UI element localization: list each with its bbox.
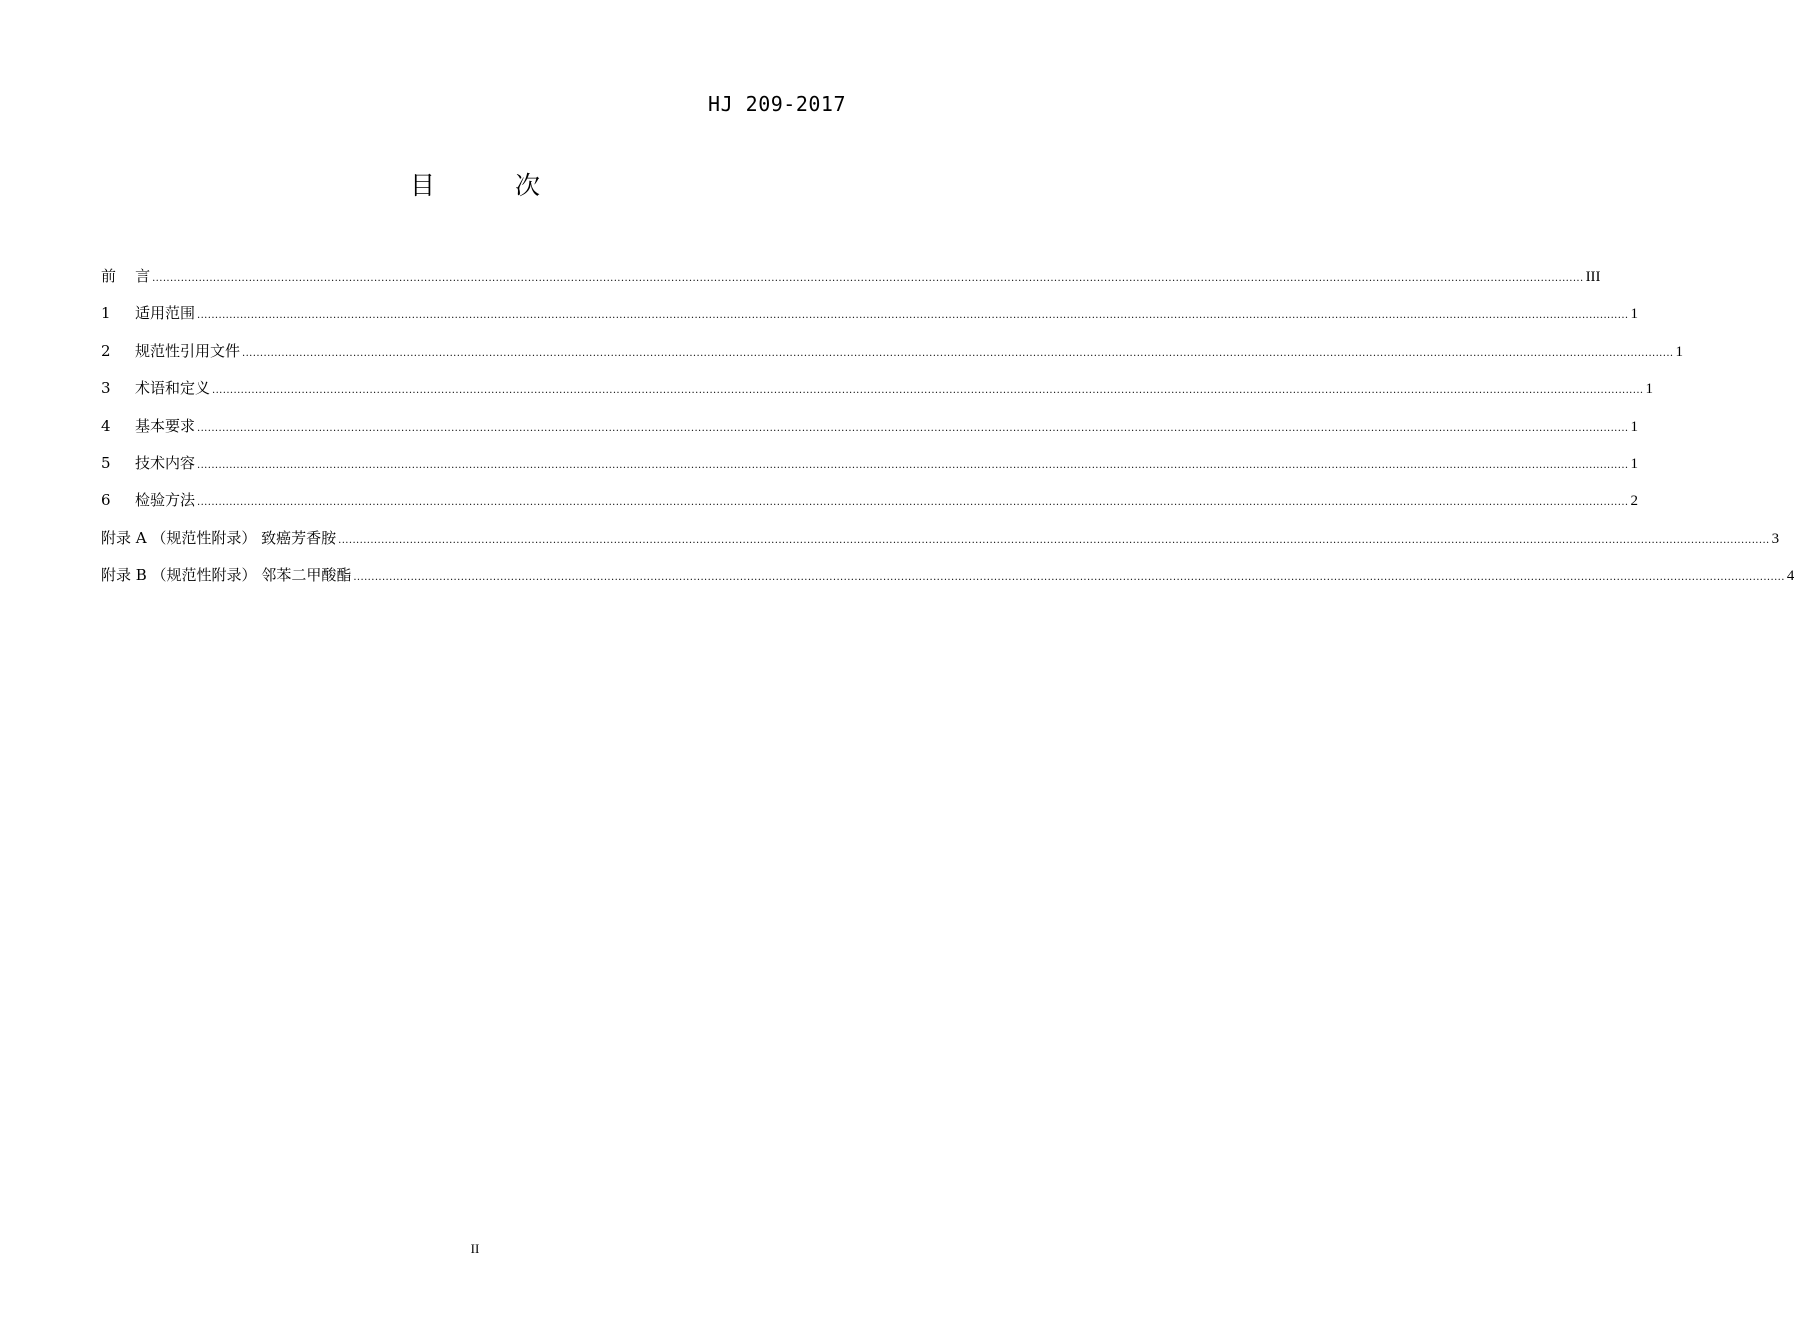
toc-leader-dots: ................................................................................................................................................................................................................................................................................................................................................................................................................ — [197, 497, 1629, 509]
toc-entry-appendix-b[interactable] — [101, 564, 1794, 601]
toc-leader-dots: ................................................................................................................................................................................................................................................................................................................................................................................................................ — [338, 534, 1770, 546]
toc-leader-dots: ................................................................................................................................................................................................................................................................................................................................................................................................................ — [152, 273, 1584, 284]
toc-entry-label: 前 言 — [101, 267, 151, 285]
toc-entry-label: 基本要求 — [135, 416, 196, 435]
toc-entry-appendix-a[interactable] — [101, 527, 1780, 564]
toc-entry-number: 3 — [101, 379, 111, 398]
toc-entry-label: 适用范围 — [135, 304, 196, 323]
toc-entry-page: 1 — [1630, 306, 1638, 323]
toc-entry-number: 4 — [101, 416, 111, 435]
toc-entry-page: 4 — [1786, 568, 1794, 585]
toc-entry-page: 1 — [1630, 455, 1638, 472]
toc-entry-page: 2 — [1630, 493, 1638, 510]
toc-entry-number: 1 — [101, 304, 111, 323]
toc-entry-label: 技术内容 — [135, 453, 196, 472]
toc-entry-number: 2 — [101, 341, 111, 360]
page-title: 目 次 — [410, 171, 576, 200]
toc-leader-dots: ................................................................................................................................................................................................................................................................................................................................................................................................................ — [197, 310, 1629, 322]
toc-entry-6[interactable] — [101, 489, 1638, 526]
toc-entry-3[interactable] — [101, 377, 1653, 414]
page-number: II — [470, 1241, 480, 1256]
toc-leader-dots: ................................................................................................................................................................................................................................................................................................................................................................................................................ — [197, 422, 1629, 434]
toc-entry-label: 附录 B （规范性附录） 邻苯二甲酸酯 — [101, 566, 352, 585]
toc-entry-label: 检验方法 — [135, 491, 196, 510]
document-code: HJ 209-2017 — [708, 92, 846, 116]
toc-leader-dots: ................................................................................................................................................................................................................................................................................................................................................................................................................ — [353, 572, 1785, 584]
toc-entry-page: 1 — [1675, 343, 1683, 360]
toc-entry-page: III — [1585, 269, 1601, 285]
toc-entry-page: 1 — [1630, 418, 1638, 435]
toc-leader-dots: ................................................................................................................................................................................................................................................................................................................................................................................................................ — [242, 347, 1674, 359]
toc-entry-label: 附录 A （规范性附录） 致癌芳香胺 — [101, 528, 337, 547]
toc-entry-2[interactable] — [101, 340, 1683, 377]
toc-entry-preface[interactable] — [101, 265, 1601, 302]
toc-entry-5[interactable] — [101, 452, 1638, 489]
toc-entry-label: 术语和定义 — [135, 379, 211, 398]
toc-entry-label: 规范性引用文件 — [135, 341, 241, 360]
toc-entry-page: 3 — [1771, 530, 1780, 547]
toc-leader-dots: ................................................................................................................................................................................................................................................................................................................................................................................................................ — [197, 459, 1629, 471]
toc-entry-number: 5 — [101, 453, 111, 472]
toc-entry-4[interactable] — [101, 415, 1638, 452]
toc-leader-dots: ................................................................................................................................................................................................................................................................................................................................................................................................................ — [212, 385, 1644, 397]
table-of-contents — [101, 265, 1794, 602]
toc-entry-number: 6 — [101, 491, 111, 510]
toc-entry-1[interactable] — [101, 302, 1638, 339]
toc-entry-page: 1 — [1645, 381, 1653, 398]
